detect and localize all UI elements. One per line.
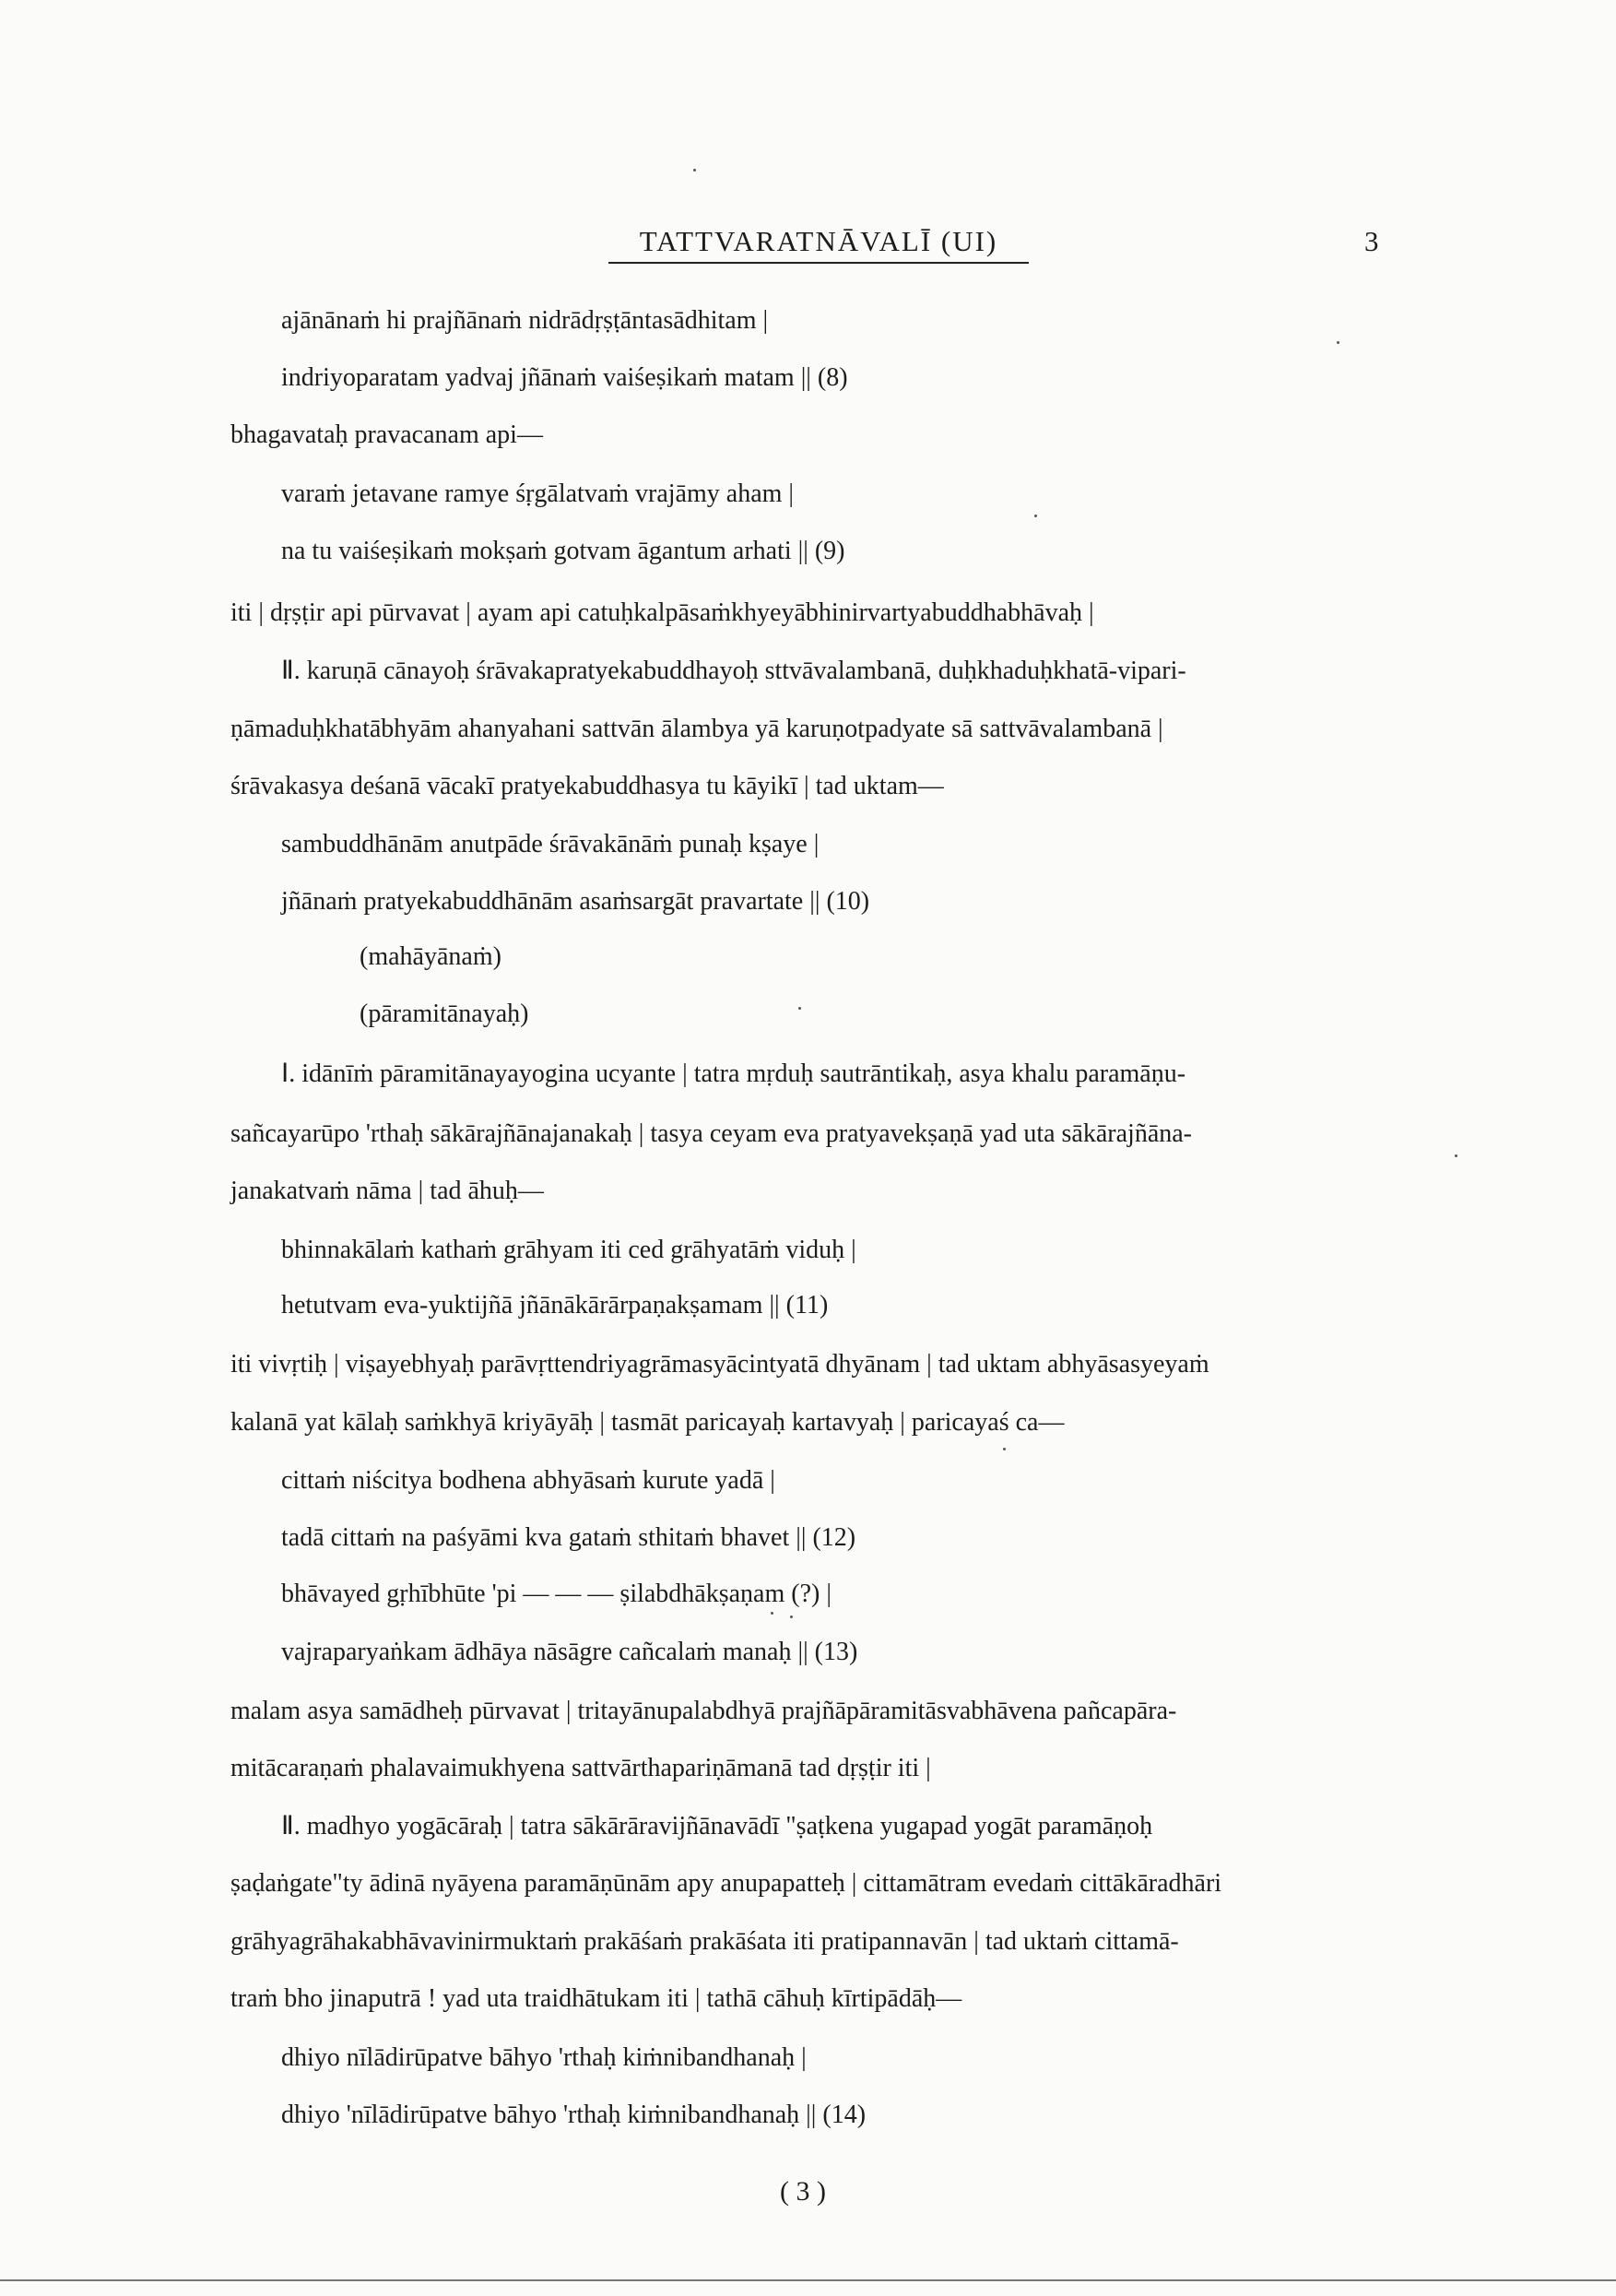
text-line: dhiyo nīlādirūpatve bāhyo 'rthaḥ kiṁnibandhanaḥ | bbox=[281, 2043, 807, 2072]
text-line: varaṁ jetavane ramye śṛgālatvaṁ vrajāmy aham | bbox=[281, 479, 795, 508]
text-line: sañcayarūpo 'rthaḥ sākārajñānajanakaḥ | tasya ceyam eva pratyavekṣaṇā yad uta sākārajñāna- bbox=[230, 1119, 1192, 1148]
text-line: hetutvam eva-yuktijñā jñānākārārpaṇakṣamam || (11) bbox=[281, 1291, 829, 1320]
text-line: śrāvakasya deśanā vācakī pratyekabuddhasya tu kāyikī | tad uktam— bbox=[230, 772, 944, 800]
text-line: cittaṁ niścitya bodhena abhyāsaṁ kurute yadā | bbox=[281, 1466, 775, 1495]
footer-page-number: ( 3 ) bbox=[780, 2176, 826, 2207]
scan-speck bbox=[693, 169, 696, 172]
section-heading: (pāramitānayaḥ) bbox=[360, 1000, 529, 1028]
text-line: grāhyagrāhakabhāvavinirmuktaṁ prakāśaṁ prakāśata iti pratipannavān | tad uktaṁ cittamā- bbox=[230, 1927, 1179, 1956]
text-line: ṇāmaduḥkhatābhyām ahanyahani sattvān ālambya yā karuṇotpadyate sā sattvāvalambanā | bbox=[230, 715, 1163, 743]
text-line: bhagavataḥ pravacanam api— bbox=[230, 420, 543, 449]
text-line: Ⅱ. karuṇā cānayoḥ śrāvakapratyekabuddhayoḥ sttvāvalambanā, duḥkhaduḥkhatā-vipari- bbox=[281, 657, 1186, 685]
text-line: ṣaḍaṅgate"ty ādinā nyāyena paramāṇūnām apy anupapatteḥ | cittamātram evedaṁ cittākāradhāri bbox=[230, 1869, 1222, 1898]
scan-speck bbox=[1337, 341, 1339, 344]
section-heading: (mahāyānaṁ) bbox=[360, 942, 501, 971]
text-line: na tu vaiśeṣikaṁ mokṣaṁ gotvam āgantum arhati || (9) bbox=[281, 537, 845, 565]
text-line: jñānaṁ pratyekabuddhānām asaṁsargāt pravartate || (10) bbox=[281, 887, 870, 916]
running-header-title: TATTVARATNĀVALĪ (UI) bbox=[608, 225, 1029, 264]
scan-speck bbox=[771, 1612, 773, 1615]
text-line: Ⅱ. madhyo yogācāraḥ | tatra sākārāravijñānavādī "ṣaṭkena yugapad yogāt paramāṇoḥ bbox=[281, 1812, 1153, 1840]
text-line: dhiyo 'nīlādirūpatve bāhyo 'rthaḥ kiṁnibandhanaḥ || (14) bbox=[281, 2101, 867, 2129]
scan-speck bbox=[1003, 1448, 1006, 1450]
text-line: tadā cittaṁ na paśyāmi kva gataṁ sthitaṁ bhavet || (12) bbox=[281, 1523, 856, 1552]
scan-speck bbox=[1034, 515, 1037, 517]
text-line: bhinnakālaṁ kathaṁ grāhyam iti ced grāhyatāṁ viduḥ | bbox=[281, 1236, 856, 1264]
scan-speck bbox=[1455, 1154, 1457, 1157]
text-line: indriyoparatam yadvaj jñānaṁ vaiśeṣikaṁ matam || (8) bbox=[281, 363, 848, 392]
scan-speck bbox=[790, 1615, 793, 1618]
text-line: ajānānaṁ hi prajñānaṁ nidrādṛṣṭāntasādhitam | bbox=[281, 306, 769, 335]
text-line: iti vivṛtiḥ | viṣayebhyaḥ parāvṛttendriyagrāmasyācintyatā dhyānam | tad uktam abhyāsasyeyaṁ bbox=[230, 1350, 1209, 1379]
scan-speck bbox=[798, 1007, 801, 1010]
text-line: mitācaraṇaṁ phalavaimukhyena sattvārthapariṇāmanā tad dṛṣṭir iti | bbox=[230, 1754, 931, 1782]
text-line: kalanā yat kālaḥ saṁkhyā kriyāyāḥ | tasmāt paricayaḥ kartavyaḥ | paricayaś ca— bbox=[230, 1408, 1065, 1437]
scan-edge-line bbox=[0, 2279, 1616, 2281]
text-line: malam asya samādheḥ pūrvavat | tritayānupalabdhyā prajñāpāramitāsvabhāvena pañcapāra- bbox=[230, 1697, 1177, 1725]
text-line: janakatvaṁ nāma | tad āhuḥ— bbox=[230, 1177, 544, 1205]
header-page-number: 3 bbox=[1364, 225, 1379, 257]
text-line: vajraparyaṅkam ādhāya nāsāgre cañcalaṁ manaḥ || (13) bbox=[281, 1638, 858, 1666]
text-line: Ⅰ. idānīṁ pāramitānayayogina ucyante | tatra mṛduḥ sautrāntikaḥ, asya khalu paramāṇu- bbox=[281, 1059, 1186, 1088]
text-line: sambuddhānām anutpāde śrāvakānāṁ punaḥ kṣaye | bbox=[281, 830, 820, 858]
text-line: iti | dṛṣṭir api pūrvavat | ayam api catuḥkalpāsaṁkhyeyābhinirvartyabuddhabhāvaḥ | bbox=[230, 598, 1094, 627]
text-line: bhāvayed gṛhībhūte 'pi — — — ṣilabdhākṣaṇam (?) | bbox=[281, 1580, 832, 1608]
text-line: traṁ bho jinaputrā ! yad uta traidhātukam iti | tathā cāhuḥ kīrtipādāḥ— bbox=[230, 1984, 962, 2013]
